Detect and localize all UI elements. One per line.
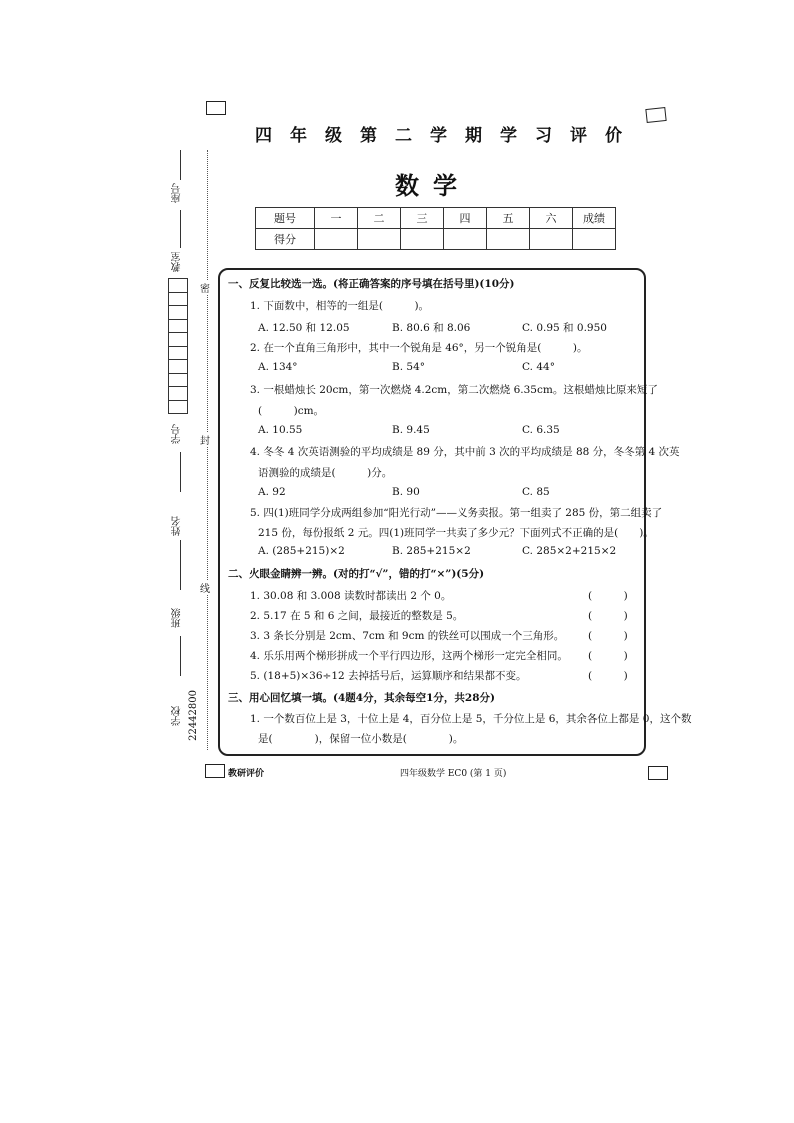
q5-stem-cont: 215 份，每份报纸 2 元。四(1)班同学一共卖了多少元？下面列式不正确的是( )。 xyxy=(258,527,654,539)
q3-option-b[interactable]: B. 9.45 xyxy=(392,424,430,436)
tf-item-1: 1. 30.08 和 3.008 读数时都读出 2 个 0。 xyxy=(250,590,452,602)
q1-option-c[interactable]: C. 0.95 和 0.950 xyxy=(522,322,607,334)
fill-q1-cont[interactable]: 是( )，保留一位小数是( )。 xyxy=(258,733,464,745)
q1-option-b[interactable]: B. 80.6 和 8.06 xyxy=(392,322,471,334)
tf-answer-5[interactable]: ( ) xyxy=(588,670,628,682)
score-table-header-row xyxy=(256,208,616,229)
section2-title: 二、火眼金睛辨一辨。(对的打“√”，错的打“×”)(5分) xyxy=(228,568,485,580)
classroom-label: 教室 xyxy=(172,252,183,272)
score-cell[interactable] xyxy=(315,229,358,250)
tf-answer-4[interactable]: ( ) xyxy=(588,650,628,662)
q5-stem: 5. 四(1)班同学分成两组参加“阳光行动”——义务卖报。第一组卖了 285 份，第二组卖了 xyxy=(250,507,663,519)
q3-option-a[interactable]: A. 10.55 xyxy=(258,424,303,436)
section1-title: 一、反复比较选一选。(将正确答案的序号填在括号里)(10分) xyxy=(228,278,515,290)
tf-answer-3[interactable]: ( ) xyxy=(588,630,628,642)
score-header-cell: 六 xyxy=(530,208,573,229)
subject-title: 数学 xyxy=(395,171,471,200)
score-cell[interactable] xyxy=(530,229,573,250)
seat-label: 座号 xyxy=(172,183,183,203)
tf-answer-2[interactable]: ( ) xyxy=(588,610,628,622)
q5-option-a[interactable]: A. (285+215)×2 xyxy=(258,545,345,557)
student-no-label: 学号 xyxy=(172,424,183,444)
corner-mark-top-left xyxy=(206,101,226,115)
class-line[interactable] xyxy=(180,636,181,676)
q2-option-b[interactable]: B. 54° xyxy=(392,361,426,373)
q3-stem-cont: ( )cm。 xyxy=(258,405,325,417)
score-row-label: 得分 xyxy=(256,229,315,250)
score-header-cell: 五 xyxy=(487,208,530,229)
score-cell[interactable] xyxy=(487,229,530,250)
seal-dotted-line xyxy=(207,150,208,750)
q4-option-c[interactable]: C. 85 xyxy=(522,486,550,498)
name-label: 姓名 xyxy=(172,516,183,536)
score-table xyxy=(255,207,616,250)
score-header-cell: 一 xyxy=(315,208,358,229)
seal-char-feng: 封 xyxy=(200,432,210,447)
footer-page-label: 四年级数学 EC0 (第 1 页) xyxy=(400,769,507,779)
exam-code: 22442800 xyxy=(188,690,199,741)
score-header-cell: 成绩 xyxy=(573,208,616,229)
corner-mark-bottom-right xyxy=(648,766,668,780)
tf-item-2: 2. 5.17 在 5 和 6 之间，最接近的整数是 5。 xyxy=(250,610,464,622)
q3-stem: 3. 一根蜡烛长 20cm，第一次燃烧 4.2cm，第二次燃烧 6.35cm。这根蜡烛比原来短了 xyxy=(250,384,658,396)
q2-option-c[interactable]: C. 44° xyxy=(522,361,555,373)
q2-option-a[interactable]: A. 134° xyxy=(258,361,298,373)
tf-answer-1[interactable]: ( ) xyxy=(588,590,628,602)
q1-option-a[interactable]: A. 12.50 和 12.05 xyxy=(258,322,350,334)
score-cell[interactable] xyxy=(401,229,444,250)
score-cell[interactable] xyxy=(358,229,401,250)
q4-option-b[interactable]: B. 90 xyxy=(392,486,420,498)
q4-stem-cont: 语测验的成绩是( )分。 xyxy=(258,467,393,479)
school-label: 学校 xyxy=(172,706,183,726)
q4-option-a[interactable]: A. 92 xyxy=(258,486,286,498)
score-cell[interactable] xyxy=(573,229,616,250)
class-label: 班级 xyxy=(172,608,183,628)
score-table-score-row xyxy=(256,229,616,250)
corner-mark-bottom-left xyxy=(205,764,225,778)
q5-option-c[interactable]: C. 285×2+215×2 xyxy=(522,545,617,557)
seal-char-xian: 线 xyxy=(200,580,210,595)
score-header-cell: 四 xyxy=(444,208,487,229)
seat-line[interactable] xyxy=(180,150,181,180)
student-no-line[interactable] xyxy=(180,452,181,492)
score-cell[interactable] xyxy=(444,229,487,250)
seal-char-mi: 密 xyxy=(200,280,210,295)
name-line[interactable] xyxy=(180,540,181,590)
section3-title: 三、用心回忆填一填。(4题4分，其余每空1分，共28分) xyxy=(228,692,495,704)
exam-title: 四年级第二学期学习评价 xyxy=(255,126,640,146)
student-id-grid[interactable] xyxy=(168,278,188,414)
score-header-cell: 三 xyxy=(401,208,444,229)
classroom-line[interactable] xyxy=(180,210,181,248)
tf-item-5: 5. (18+5)×36÷12 去掉括号后，运算顺序和结果都不变。 xyxy=(250,670,527,682)
q3-option-c[interactable]: C. 6.35 xyxy=(522,424,560,436)
tf-item-3: 3. 3 条长分别是 2cm、7cm 和 9cm 的铁丝可以围成一个三角形。 xyxy=(250,630,565,642)
score-header-cell: 题号 xyxy=(256,208,315,229)
score-header-cell: 二 xyxy=(358,208,401,229)
q2-stem: 2. 在一个直角三角形中，其中一个锐角是 46°，另一个锐角是( )。 xyxy=(250,342,588,354)
q4-stem: 4. 冬冬 4 次英语测验的平均成绩是 89 分，其中前 3 次的平均成绩是 88 分，冬冬第 4 次英 xyxy=(250,446,680,458)
corner-mark-top-right xyxy=(645,107,666,123)
fill-q1: 1. 一个数百位上是 3，十位上是 4，百分位上是 5，千分位上是 6，其余各位上都是 0，这个数 xyxy=(250,713,692,725)
footer-left-label: 教研评价 xyxy=(228,769,265,779)
q1-stem: 1. 下面数中，相等的一组是( )。 xyxy=(250,300,430,312)
tf-item-4: 4. 乐乐用两个梯形拼成一个平行四边形，这两个梯形一定完全相同。 xyxy=(250,650,568,662)
q5-option-b[interactable]: B. 285+215×2 xyxy=(392,545,471,557)
